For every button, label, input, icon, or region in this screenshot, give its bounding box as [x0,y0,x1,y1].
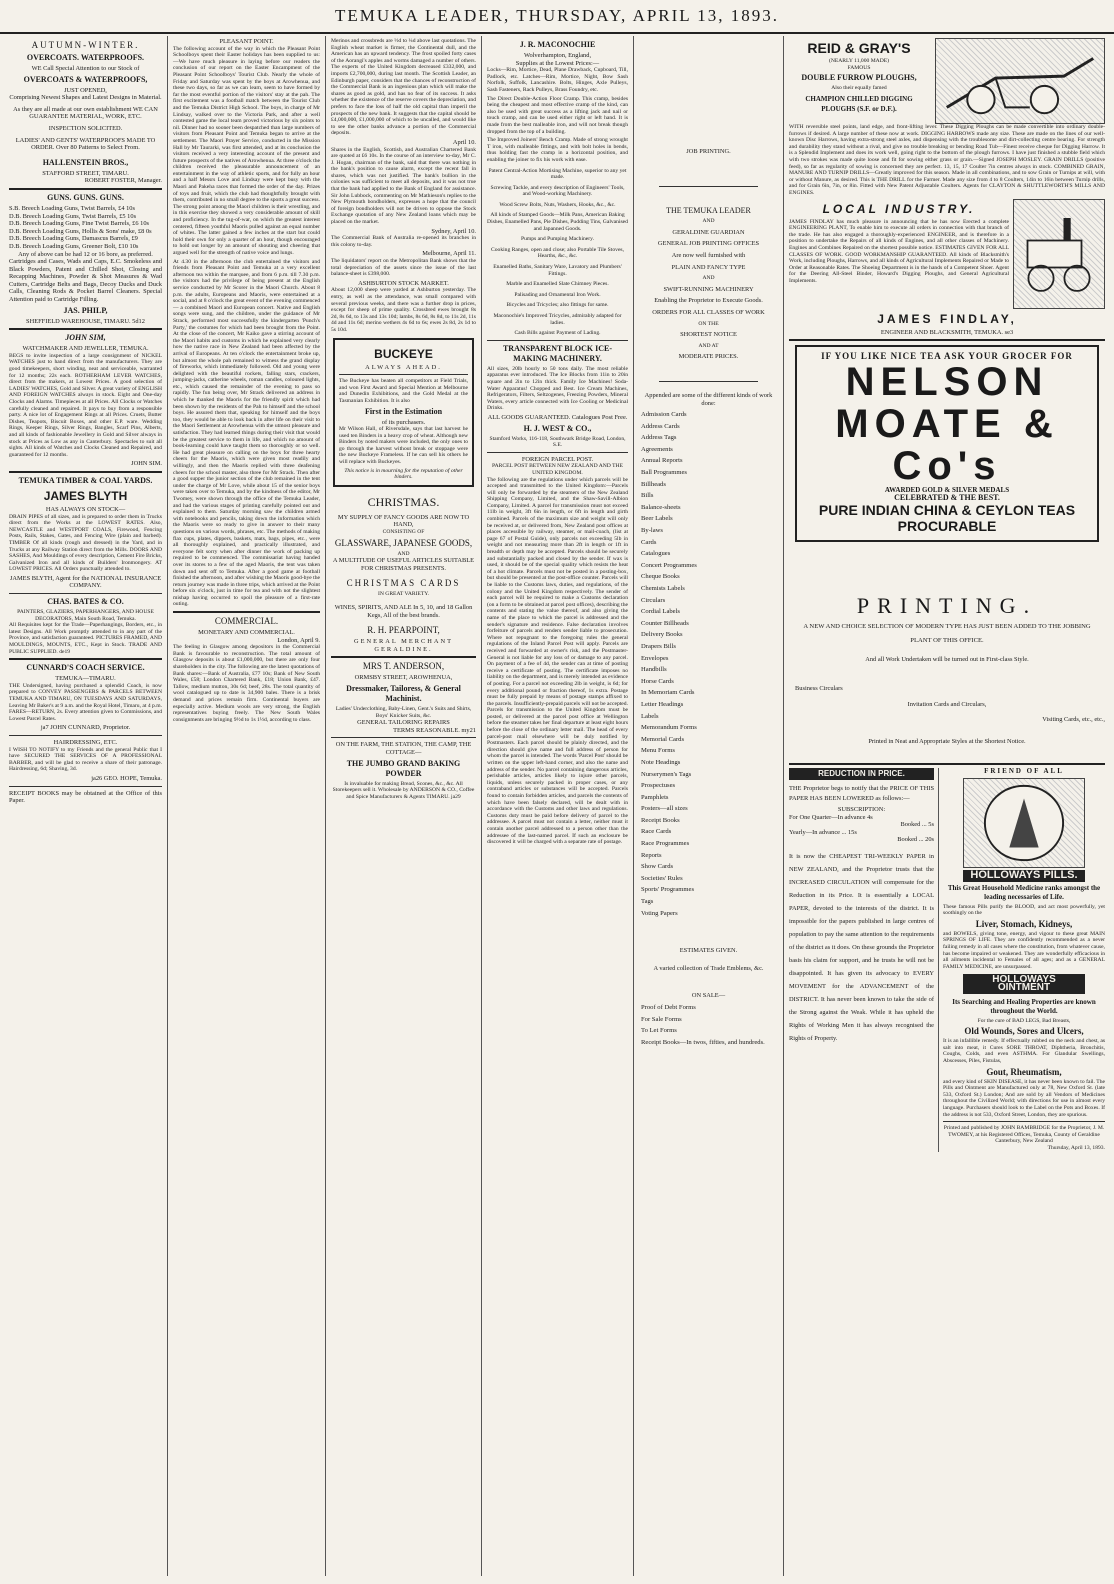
job-kind-item: Cards [641,538,657,546]
job-kind-item: Billheads [641,480,666,488]
holloway-emblem [963,778,1085,868]
plough-icon [936,39,1104,123]
receipt-note: RECEIPT BOOKS may be obtained at the Office of this Paper. [9,789,162,805]
job-kind-item: Note Headings [641,758,681,766]
overcoats-opened: JUST OPENED, [64,86,107,94]
sale-item: Receipt Books—In twos, fifties, and hundreds. [641,1038,765,1046]
printing-business: Business Circulars [795,685,843,693]
guns-list [9,205,162,251]
job-kind-item: Pamphlets [641,793,669,801]
job-kind-item: Voting Papers [641,909,678,917]
maconochie-item: Screwing Tackle, and every description of Engineers' Tools, and Wood-working Machinery. [490,184,625,198]
overcoats-inspection: INSPECTION SOLICITED. [48,124,123,132]
jumbo-lead: ON THE FARM, THE STATION, THE CAMP, THE COTTAGE— [335,741,472,756]
anderson-address: ORMSBY STREET, AROWHENUA, [354,674,453,682]
philp-address: SHEFFIELD WAREHOUSE, TIMARU. 5d12 [26,317,145,325]
buckeye-subheading: ALWAYS AHEAD. [365,363,442,371]
job-kind-item: Memorandum Forms [641,724,697,732]
nelson-name: NELSON [845,359,1049,404]
maconochie-item: Maconochie's Improved Tricycles, admirably adapted for ladies. [493,313,622,326]
buckeye-first: First in the Estimation [364,406,443,416]
job-kind-item: Societies' Rules [641,874,683,882]
christmas-supply: MY SUPPLY OF FANCY GOODS ARE NOW TO HAND, [337,513,470,529]
jumbo-heading: THE JUMBO GRAND BAKING POWDER [346,758,461,778]
pills-liver: Liver, Stomach, Kidneys, [975,918,1073,929]
job-kind-item: Receipt Books [641,816,680,824]
estimates-heading: ESTIMATES GIVEN. [679,947,738,955]
findlay-name: JAMES FINDLAY, [877,311,1017,326]
blyth-body: DRAIN PIPES of all sizes, and is prepared to order them in Trucks direct from the Works at the LOWEST RATES. Also, NEWCASTLE and WESTPORT COALS, Firewood, Fencing Posts, Rails, Stakes, Gates, and Fencing Wire (plain and barbed). TIMBER Of all kinds (rough and dressed) in the Yard, and in Trucks at any Railway Station direct from the Mills. DOORS AND SASHES, And Mouldings of every description, Cement Fire Bricks, Galvanized Iron and all kinds of Builders' Ironmongery. AT LOWEST PRICES. All Orders punctually attended to. [9,513,162,573]
ice-body: All sizes, 20lb hourly to 50 tons daily. The most reliable apparatus ever introduced. The Ice Blocks from 11in to 20in square and 2in to 12in thick. Family Ice Machines! Soda-Water Apparatus! Chopped and Best. Ice Cream Machines, Refrigerators, Filters, Seltzogenes, Freezing Powders, Mineral Waters, every article connected with Ice Cooling or Medicinal Drinks. [487,365,628,412]
reid-champion: CHAMPION CHILLED DIGGING PLOUGHS (S.F. or D.F.). [805,94,913,113]
friend-of-all: FRIEND OF ALL [984,767,1064,776]
job-kind-item: Circulars [641,596,666,604]
west-address: Stamford Works, 116-118, Southwark Bridge Road, London, S.E. [489,435,626,449]
gun-item: D.B. Breech Loading Guns, Twist Barrels, £5 10s [9,212,137,220]
maconochie-item: Cooking Ranges, open and close; also Portable Tile Stoves, Hearths, &c., &c. [491,246,624,260]
bates-name: CHAS. BATES & CO. [47,597,124,607]
job-kind-item: Handbills [641,666,667,674]
reduction-heading: REDUCTION IN PRICE. [789,768,934,780]
coach-sign: ja7 JOHN CUNNARD, Proprietor. [40,724,131,732]
column-3 [326,36,482,1576]
job-kind-item: Sports' Programmes [641,886,695,894]
subscription-row: Booked ... 20s [897,836,934,844]
overcoats-intro: WE Call Special Attention to our Stock of [31,65,140,72]
blyth-has: HAS ALWAYS ON STOCK— [45,505,126,513]
gun-item: D.B. Breech Loading Guns, Greener Bolt, £10 10s [9,242,139,250]
reid-ploughs: DOUBLE FURROW PLOUGHS, [801,73,917,83]
pleasant-point-body-1: The following account of the way in which the Pleasant Point Schoolboys spent their Easter holidays has been supplied to us:—We have much pleasure in laying before our readers the conclusion of our report on the Easter Encampment of the Pleasant Point Schoolboys' Tourist Club. Nearly the whole of Friday and Saturday was spent by the boys at Arowhenua, and these two days, so far as we can learn, seem to have formed by far the most eventful portion of the visitors' stay at the pah. The first excitement was a football match between the Tourist Club and the Temuka District High School. The boys, in charge of Mr Lindsay, walked over to the Victoria Park, and after a well contested game the local team proved victorious by six points to nil. Dinner had no sooner been despatched than large numbers of visitors from Pleasant Point and Temuka began to arrive at the settlement. The Maori Prayer Service, conducted in the Mission Hall by Mr Taurarki, was first attended, and at its conclusion the visitors received a very interesting account of the present and future prospects of the natives of Arowhenua. At three o'clock the children received the pleasurable announcement of an entertainment in the way of athletic sports, and for fully an hour and a half Messrs Love and Lindsay were kept busy with the Maori and Pakeha races that formed the order of the day. Prizes of toys and fruit, which the club had thoughtfully brought with them, contributed in no small degree to the sports a great success. The strong point among the Maori children is their wrestling, and in this exercise they showed a very considerable amount of skill and proficiency. In the tug-of-war, on which the greatest interest centered, fifteen youthful Maoris pulled against an equal number of whites. The latter gained a few inches at the start but could hold their own for only a quarter of an hour, though encouraged to hold out longer by an amount of shouting and cheering that argued well for the strength of native voice and lungs. [173,45,320,256]
sim-body: BEGS to invite inspection of a large consignment of NICKEL WATCHES just to hand direct from the manufacturers. They are good timekeepers, short winding, neat and serviceable, warranted for 12 months; 22s each. ROTHERHAM LEVER WATCHES, direct from the makers, at Lowest Prices. A good selection of LADIES' WATCHES, Gold and Silver. A great variety of ENGLISH AND FOREIGN WATCHES always in stock. Eight and One-day Clocks and Alarms. Timepieces at all Prices. All Clocks or Watches carefully cleaned and repaired. It pays to buy from a responsible party. A nice lot of Engagement Rings at all Prices. Cruets, Butter Dishes, Teapots, Biscuit Boxes, and other E.P. ware. Wedding Rings, Keeper Rings, Silver Rings, Bangles, Scarf Pins, Alberts, and all kinds of fashionable Jewellery in Gold and Silver always in stock at Prices as Low as any in Canterbury. Spectacles to suit all sights. All kinds of Watches and Clocks Cleaned and Repaired, and guaranteed for 12 months. [9,352,163,458]
anderson-repairs: GENERAL TAILORING REPAIRS [357,719,450,727]
sale-item: Proof of Debt Forms [641,1004,696,1011]
blyth-name: JAMES BLYTH [43,488,128,503]
findlay-trade: ENGINEER AND BLACKSMITH, TEMUKA. se3 [880,328,1014,336]
local-industry-heading: LOCAL INDUSTRY. [822,201,976,216]
maconochie-item: Marble and Enamelled Slate Chimney Pieces. [506,281,609,288]
emblems-text: A varied collection of Trade Emblems, &c. [653,964,764,972]
job-kind-item: Race Cards [641,828,672,836]
job-enabling: Enabling the Proprietor to Execute Goods. [654,297,763,305]
plough-illustration [935,38,1105,124]
job-kind-item: Annual Reports [641,457,683,465]
nelson-moate-ad [795,345,1099,542]
commercial-cont-1: Merinos and crossbreds are ½d to ¼d above last quotations. The English wheat market is firmer, the Continental dull, and the American has an upward tendency. The frost spoiled forty cases of the Aorangi's apples and worms damaged a number of others. The experts of the United Kingdom decreased £332,000, and imports £2,700,000, during last month. The Scottish Leader, an Edinburgh paper, considers that the chances of reconstruction of the Commercial Bank is an ingenious plan which will make the shares as good as gold, and has no fear of its success. It asks whether the existence of the reserve covers the depreciation, and prefers to face the loss of half the old capital than imperil the prospects of the new bank. It suggests that the capital should be £4,000,000, £1,000,000 of which to be uncalled, and would like to see the other banks advance a portion of the Commercial deposits. [331,38,476,137]
ashburton-heading: ASHBURTON STOCK MARKET. [358,279,449,287]
gun-item: D.B. Breech Loading Guns, Hollis & Sons' make, £8 0s [9,227,152,235]
job-and-at: AND AT [698,342,719,349]
timber-heading: TEMUKA TIMBER & COAL YARDS. [18,475,153,485]
masthead-title: TEMUKA LEADER, THURSDAY, APRIL 13, 1893. [334,6,780,25]
ointment-subheading: Its Searching and Healing Properties are known throughout the World. [952,997,1096,1015]
reid-sub: (NEARLY 11,000 MADE) [828,58,890,64]
job-kind-item: Catalogues [641,550,671,558]
christmas-multitude: A MULTITUDE OF USEFUL ARTICLES SUITABLE FOR CHRISTMAS PRESENTS. [332,557,475,572]
ointment-gout: Gout, Rheumatism, [986,1066,1062,1077]
anderson-terms: TERMS REASONABLE. my21 [393,726,476,734]
column-1 [4,36,168,1576]
ice-heading: TRANSPARENT BLOCK ICE-MAKING MACHINERY. [502,343,613,363]
reduction-ad [789,768,939,1151]
ointment-for: For the cure of BAD LEGS, Bad Breasts, [977,1017,1071,1024]
job-offices: GENERAL JOB PRINTING OFFICES [657,240,760,248]
job-kind-item: Cheque Books [641,573,680,581]
guns-order: Any of above can be had 12 or 16 bore, as preferred. [18,250,153,258]
commercial-date-3: Sydney, April 10. [431,227,476,235]
printing-all: And all Work Undertaken will be turned out in First-class Style. [865,655,1029,663]
maconochie-bench-cramp: The Improved Joiners' Bench Cramp. Made of strong wrought T iron, with malleable fittings, and with bolt holes in bends, thus holding fast the cramp in a horizontal position, and enabling the joiner to fix his work with ease. [487,137,628,163]
job-notice: SHORTEST NOTICE [680,331,737,339]
sim-trade: WATCHMAKER AND JEWELLER, TEMUKA. [22,345,149,353]
ointment-heading: HOLLOWAYS OINTMENT [963,974,1085,993]
anderson-name: MRS T. ANDERSON, [362,661,445,672]
reid-gray-ad [789,38,1105,124]
commercial-cont-3: The Commercial Bank of Australia re-opened its branches in this colony to-day. [331,235,476,248]
overcoats-heading: OVERCOATS. WATERPROOFS. [26,53,145,62]
christmas-cards: CHRISTMAS CARDS [346,578,461,589]
bates-trade: PAINTERS, GLAZIERS, PAPERHANGERS, AND HOUSE DECORATORS, Main South Road, Temuka. [17,609,154,622]
pleasant-point-heading: PLEASANT POINT. [219,38,274,45]
job-printing-heading: JOB PRINTING. [686,148,731,155]
masthead [0,0,1114,34]
philp-name: JAS. PHILP, [63,305,108,315]
maconochie-floor-cramp: The Direct Double-Action Floor Cramp. This cramp, besides being the cheapest and most effective cramp of the kind, can also be used with great success as a lifting jack and nail or touch cramp, and can be used either right or left hand. It is made from the best malleable iron, and will not break though dropped from the top of a building. [487,95,628,135]
overcoats-comprising: Comprising Newest Shapes and Latest Designs in Material. [9,94,162,102]
job-kinds-list [639,411,778,917]
job-kind-item: Show Cards [641,863,674,871]
sim-sign: JOHN SIM. [131,460,162,468]
bottom-ads [789,768,1105,1151]
pills-heading: HOLLOWAYS PILLS. [963,870,1085,882]
column-5 [634,36,784,1576]
hallenstein-manager: ROBERT FOSTER, Manager. [84,177,162,185]
maconochie-item: Wood Screw Bolts, Nuts, Washers, Hooks, &c., &c. [499,201,616,208]
job-kind-item: Reports [641,851,662,859]
commercial-heading: COMMERCIAL. [214,616,279,627]
imprint-date: Thursday, April 13, 1893. [1047,1144,1105,1151]
reid-body: WITH reversible steel points, land edge, and front-lifting lever. These Digging Ploughs can be made convertible into ordinary double-furrows if desired. A large number of these now at work. DIGGING HARROWS made any size. These are made on the lines of our well-known Disc Harrows, having extra-strong steel axles, and dispensing with the troublesome and dirt-collecting centre bearing. For strength and durability they stand without a rival, and give no trouble breaking or bending Road Tub—Finest receive cheque for Digging Harrow. It is a Splendid Implement and does its work well, going right to the bottom of the plough furrows. I have just finished a stubble field which with two strokes was made quite loose and fit for sowing either grass or grain.—Signed JOSEPH MOSLEY. GRAIN DRILLS (positive feed), so far as regularity of sowing is concerned they are perfect. 13, 15, 17 Coulter 7in centres always in stock. COMBINED GRAIN, MANURE AND TURNIP DRILLS—Greatly improved for this season. Made in all combinations, and to sow Grain or Turnips at will, with or without Manure, as desired. This is THE DRILL for the Farmer. Made any size from 4 to 8 Coulters, 14in to 16in between Turnip drills, and for Grain 6in, 7in, or 8in. Fitted with New Patent Adjustable Coulters. Agents for CLAYTON & SHUTTLEWORTH'S MILLS AND ENGINES. [789,124,1105,196]
imprint: Printed and published by JOHN BAMBRIDGE for the Proprietor, J. M. TWOMEY, at his Registered Offices, Temuka, County of Geraldine Canterbury, New Zealand [943,1125,1105,1145]
coach-body: THE Undersigned, having purchased a splendid Coach, is now prepared to CONVEY PASSENGERS & PARCELS BETWEEN TEMUKA AND TIMARU, ON TUESDAYS AND SATURDAYS, Leaving Mr Baker's at 9 a.m. and the Royal Hotel, Timaru, at 4 p.m. FARES—RETURN, 2s. Every attention given to Commissions, and Lowest Parcel Rates. [9,682,162,722]
gun-item: D.B. Breech Loading Guns, Fine Twist Barrels, £6 10s [9,220,150,228]
buckeye-ad [333,338,474,487]
commercial-body: The feeling in Glasgow among depositors in the Commercial Bank is favourable to reconstruction. The total amount of Glasgow deposits is about £1,000,000, but there are only four shareholders in the city. The following are the latest quotations of Bank shares:—Bank of Australia, £77 10s; Bank of New South Wales, £58; London Chartered Bank, £18; Union Bank, £47. Tallow, medium mutton, 30s 6d; beef, 28s. The total quantity of wool catalogued up to date is 34,900 bales. There is a brisk demand and prices remain firm. Continental buyers are especially active. Medium wools are very strong, the English representatives buying freely. The New South Wales consignments are bringing 9½d to 1s 1½d, according to class. [173,644,320,723]
sale-item: To Let Forms [641,1027,677,1035]
printing-visiting: Visiting Cards, etc., etc., [1042,716,1105,724]
job-kind-item: Letter Headings [641,700,684,708]
pills-body: These famous Pills purify the BLOOD, and act most powerfully, yet soothingly on the [943,903,1105,917]
job-kind-item: Cordial Labels [641,608,681,616]
pearpoint-name: R. H. PEARPOINT, [367,625,440,636]
buckeye-heading: BUCKEYE [374,346,433,361]
printing-neat: Printed in Neat and Appropriate Styles at the Shortest Notice. [868,737,1026,745]
coach-heading: CUNNARD'S COACH SERVICE. [26,663,145,673]
nelson-procurable: PROCURABLE [897,517,997,534]
job-kind-item: Concert Programmes [641,561,697,569]
job-kind-item: Prospectuses [641,782,676,790]
nelson-pure: PURE INDIAN CHINA & CEYLON TEAS [818,501,1076,518]
guardian-name: GERALDINE GUARDIAN [672,228,745,236]
season-heading: AUTUMN-WINTER. [31,40,140,50]
job-kind-item: Drapers Bills [641,642,676,650]
job-kind-item: Ball Programmes [641,469,687,477]
job-orders: ORDERS FOR ALL CLASSES OF WORK [652,308,765,316]
job-prices: MODERATE PRICES. [678,353,739,361]
reduction-body: THE Proprietor begs to notify that the PRICE OF THIS PAPER HAS BEEN LOWERED as follows:— [789,785,934,803]
maconochie-item: Cash Bills against Payment of Lading. [514,330,601,337]
subscription-row: Booked ... 5s [900,821,934,829]
job-kind-item: Admission Cards [641,411,687,419]
reid-name: REID & GRAY'S [807,40,911,56]
maconochie-firm: J. R. MACONOCHIE [519,40,596,49]
anderson-body: Ladies' Underclothing, Baby-Linen, Gent.'s Suits and Shirts, Boys' Knicker Suits, &c. [335,705,472,719]
leader-name: THE TEMUKA LEADER [666,205,751,215]
maconochie-item: Patent Central-Action Mortising Machine, superior to any yet made. [488,167,627,181]
engine-illustration [1013,199,1105,309]
printing-invitation: Invitation Cards and Circulars, [907,700,987,708]
subscription-row: Yearly—In advance ... 15s [789,828,857,836]
buckeye-note: This notice is in mourning for the reputation of other binders. [344,467,463,481]
commercial-cont-4: The liquidators' report on the Metropolitan Bank shows that the total depreciation of the assets since the issue of the last balance-sheet is £398,000. [331,258,476,278]
hair-body: I WISH TO NOTIFY to my Friends and the general Public that I have SECURED THE SERVICES OF A PROFESSIONAL BARBER, and will be glad to receive a share of their patronage. Hairdressing, 6d; Shaving, 3d. [9,746,162,773]
job-kind-item: Memorial Cards [641,735,685,743]
hair-sign: ja26 GEO. HOPE, Temuka. [91,774,162,782]
jumbo-body: Is invaluable for making Bread, Scones, &c., &c. All Storekeepers sell it. Wholesale by ANDERSON & CO., Coffee and Spice Manufacturers & Agents TIMARU. ja29 [332,780,475,800]
subscription-row: For One Quarter—In advance 4s [789,813,873,821]
nelson-top: IF YOU LIKE NICE TEA ASK YOUR GROCER FOR [821,351,1073,362]
nelson-celebrated: CELEBRATED & THE BEST. [894,493,1000,503]
job-appended: Appended are some of the different kinds of work done: [644,391,773,407]
printing-heading: PRINTING. [856,592,1038,618]
hallenstein-street: STAFFORD STREET, TIMARU. [42,169,129,177]
job-kind-item: Beer Labels [641,515,673,523]
bates-body: All Requisites kept for the Trade—Paperhangings, Borders, etc., in latest Designs. All Work promptly attended to in any part of the Province, and satisfaction guaranteed. PICTURES FRAMED, AND MOULDINGS, MOUNTS, ETC., Kept in Stock. TRADE AND PUBLIC SUPPLIED. de19 [9,622,162,655]
gun-item: D.B. Breech Loading Guns, Damascus Barrels, £9 [9,235,138,243]
blyth-agent: JAMES BLYTH, Agent for the NATIONAL INSURANCE COMPANY. [9,574,162,590]
buckeye-body-2: Mr Wilson Hall, of Riversdale, says that last harvest he used ten Binders in a heavy crop of wheat. Although new Binders by noted makers were included, the only ones to go through the harvest without break or stoppage were the new Buckeye Frameless. If he can sell his others he will replace with Buckeyes. [339,426,468,466]
subscription-heading: SUBSCRIPTION: [837,806,886,814]
job-kind-item: Menu Forms [641,747,675,755]
christmas-variety: IN GREAT VARIETY. [377,591,430,598]
job-on: ON THE [698,320,719,327]
commercial-date-4: Melbourne, April 11. [422,250,476,258]
ointment-body-2: and every kind of SKIN DISEASE, it has never been known to fail. The Pills and Ointment are Manufactured only at 78, New Oxford St. (late 533, Oxford St.) London; And are sold by all Vendors of Medicines throughout the Civilized World; with directions for use in almost every language. Purchasers should look to the Label on the Pots and Boxes. If the address is not 533, Oxford Street, London, they are spurious. [943,1078,1105,1118]
job-kind-item: Chemists Labels [641,585,685,592]
christmas-and: AND [397,550,410,557]
pills-subheading: This Great Household Medicine ranks amongst the leading necessaries of Life. [947,883,1101,901]
job-kind-item: Race Programmes [641,840,690,848]
christmas-wines: WINES, SPIRITS, AND ALE In 5, 10, and 18 Gallon Kegs, All of the best brands. [334,604,473,619]
job-kind-item: Tags [641,898,654,906]
hair-heading: HAIRDRESSING, ETC. [53,738,118,746]
job-kind-item: Posters—all sizes [641,805,688,813]
job-kind-item: Address Cards [641,422,680,430]
job-kind-item: Counter Billheads [641,619,689,627]
on-sale-list [639,1004,778,1046]
job-kind-item: Labels [641,712,659,720]
maconochie-item: All kinds of Stamped Goods—Milk Pans, American Baking Dishes, Enamelled Pans, Pie Dishes, Pudding Tins, Galvanised and Japanned Goods. [487,212,628,232]
job-furnished: Are now well furnished with [671,251,746,259]
reid-famous: FAMOUS [847,64,871,71]
parcel-post-body: The following are the regulations under which parcels will be accepted and transmitted to the United Kingdom:—Parcels will only be forwarded by the steamers of the New Zealand Shipping Company, Limited, and the Shaw-Savill-Albion Company, Limited. A parcel for transmission must not exceed 11lb in weight, 3ft 6in in length, or 6ft in length and girth combined. Parcels of the maximum size and weight will only be received at, or delivered from, New Zealand post offices at places accessible by railway, steamer, or mail-coach, (list at page 67 of Postal Guide), only parcels not exceeding 5lb in weight and not measuring more than 2ft in length or 1ft in breadth or depth may be accepted. Parcels should be securely and substantially packed and closed by the sender. If wax is used, it should be of the special quality which resists the heat of a hot climate. Parcels must not be posted in a posting-box, but should be presented at the post-office counter. Parcels will be liable to the Customs laws, duties, and regulations, of the colony and the United Kingdom respectively. The sender of each parcel will be required to make a Customs declaration (on a form to be obtained at parcel post offices), describing the contents and stating the value thereof, and also giving the name of the place to which the parcel is addressed and the sender's signature and residence. False declaration involves forfeiture of parcels and renders sender liable to prosecution. Where not repugnant to the foregoing rules the general regulations of the Inland Parcel Post will apply. Parcels are received and forwarded at owner's risk, and the Postmaster-General is not liable for any loss of or damage to any parcel. On payment of a fee of 4d, the sender can at time of posting receive a certificate of posting. The certificate imposes no liability on the department, and is merely intended as evidence of posting. For a parcel not exceeding 2lb in weight, is 6d; for every additional pound or fraction thereof, 1s extra. Postage must be fully prepaid by means of postage stamps affixed to the parcels. Insufficiently-prepaid parcels will not be accepted. Parcels for transmission to the United Kingdom must be posted, or delivered at the parcel post office at Wellington before the steamer takes her final departure at least eight hours before the close of the ordinary letter mail. The head of every parcel-post mail elsewhere will be duly notified by Postmasters. Each parcel should be plainly directed, and the direction should give name and full address of person for whom the parcel is intended. The words 'Parcel Post' should be written on the upper left-hand corner, and also the name and address of the sender. No parcel containing dangerous articles, perishable articles, articles likely to injure other parcels, liquids, unless securely packed in proper cases, or any contraband articles or substances will be accepted. Parcels found to contain forbidden articles, and parcels the contents of which have been falsely declared, will be dealt with in accordance with the Customs and other laws and regulations. Customs duty must be paid before delivery of parcel to the addressee. A parcel must not contain a letter, neither must it contain another parcel addressed to a person other than the addressee of the last-named parcel. If such an enclosure be discovered it will be charged with a separate rate of postage. [487,476,628,846]
reid-equally: Also their equally famed [831,85,887,92]
maconochie-item: Palisading and Ornamental Iron Work. [514,291,601,298]
commercial-date: London, April 9. [277,636,320,644]
pleasant-point-body-2: At 4.30 in the afternoon the club entertained the visitors and friends from Pleasant Point and Temuka at a very excellent afternoon tea within the marquee, and from 6 p.m. till 7.30 p.m. the visitors had the privilege of being present at the English service conducted by Mr Scorer in the Maori Church. About 8 p.m. the adults, Europeans and Maoris, were entertained at a social, and at 8 o'clock the great event of the evening commenced — a combined Maori and European concert. Native and English songs were sung, and the children, under the guidance of Mr Strack, performed most successfully the kindergarten 'Punch's Party,' the costumes for which had been brought from the Point. At the close of the concert, Mr Kaiko gave a stirring account of the Maori habits and customs in which he explained very clearly how the native race in New Zealand had been affected by the arrival of Europeans. At ten o'clock the entertainment broke up, but almost the whole pah remained to witness the grand display of fireworks, which immediately followed. Old and young were delighted with the beautiful rockets, falling stars, crackers, jumping-jacks, catherine wheels, roman candles, coloured lights, etc., which caused the remainder of the evening to pass so rapidly. The fun being over, Mr Strack delivered an address in which he thanked the Maoris for the friendly spirit which had been shown by the residents of the Pah to himself and the school boys. He assured them that, speaking for himself and the boys too, they would be able to look back in after life on their visit to the Maori Settlement at Arowhenua with the utmost pleasure and satisfaction. They had learned things during their visit that would be the greatest service to them in life, and which no amount of book-learning could have taught them so thoroughly or so well. He had great pleasure on calling on the boys for three hearty cheers for the Maoris, which were given most readily and willingly, and then the Maoris replied with three deafening cheers for the school master, also three for Mr Strack. Then after a good supper the junior section of the club remained in the tent under the charge of Mr Love, while about 15 of the senior boys were taken over to Temuka, and by the kindness of the editor, Mr Twomey, were shown through the office of the Temuka Leader, and had the various stages of printing carefully pointed out and explained to them. Saturday morning saw the children armed with notebooks and pencils, taking down the information which the Maoris were so ready to give in answer to their many questions on various words, phrases, etc. The methods of making flax cups, plates, dippers, baskets, mats, bags, pipes, etc., were all thoroughly explained, and practically illustrated, and everyone felt sorry when after dinner the work of packing up required to be commenced. The commissariat having handed over its stores to a few of the aged Maoris, the tent was taken down and sent off to Temuka. After a good game at football finished the afternoon, and after wishing the Maoris good-bye the return journey was made in three trips, which arrived at the Point before six o'clock, just in time for tea and with not the slightest mishap having occurred to spoil the pleasure of a first-rate outing. [173,258,321,608]
column-4 [482,36,634,1576]
column-2 [168,36,326,1576]
reduction-body-2: It is now the CHEAPEST TRI-WEEKLY PAPER in NEW ZEALAND, and the Proprietor trusts that the INCREASED CIRCULATION will compensate for the Reduction in its Price. It is essentially a LOCAL PAPER, devoted to the interests of the district. It is impossible for the papers published in large centres of population to pay the same attention to the requirements of the district as it does. On these grounds the Proprietor basis his claim for support, and he trusts he will not be disappointed. It has given its advocacy to EVERY MOVEMENT for the ADVANCEMENT of the DISTRICT. It has never been known to take the side of the Strong against the Weak. While it has upheld the Rights of Working Men it has always recognised the Rights of Property. [789,853,934,1043]
findlay-ad [789,199,1105,309]
commercial-date-2: April 10. [452,138,476,146]
findlay-body: JAMES FINDLAY has much pleasure in announcing that he has now Erected a complete ENGINEERING PLANT, To enable him to execute all orders in connection with that branch of the trade. He has also engaged a thoroughly-experienced ENGINEER, and is therefore in a position to undertake the Repairs of all kinds of Engines, and all other classes of Machinery. Engines and Combines Repaired on the shortest possible notice. ESTIMATES GIVEN FOR ALL CLASSES OF WORK. GOOD WORKMANSHIP GUARANTEED. All kinds of Blacksmith's Work, including Ploughs, Harrows, and all kinds of Agricultural Implements Repaired or Made to Order at Reasonable Rates. The Shoeing Department is in the hands of a Competent Shoer. Agent for the Deering All-Steel Binder, Howard's Digging Ploughs, and General Agricultural Implements. [789,218,1009,284]
maconochie-item: Bicycles and Tricycles; also fittings for same. [506,302,609,309]
job-kind-item: In Memoriam Cards [641,689,695,697]
job-kind-item: Delivery Books [641,631,683,639]
emblem-icon [964,779,1084,867]
job-kind-item: Bills [641,492,654,500]
ashburton-body: About 12,000 sheep were yarded at Ashburton yesterday. The entry, as well as the attendance, was small compared with several previous weeks, and there was a further drop in prices, except for sheep of prime quality. Crossbred ewes brought 8s 2d, 8s 6d, to 13s and 13s 10d; lambs, 8s 6d, 8s 8d, to 11s 2d, 11s 4d and 11s 6d; merino wethers 4s 6d to 6s; ewes 2s 8d, 2s 1d to 5s 10d. [331,287,476,333]
gun-item: S.B. Breech Loading Guns, Twist Barrels, £4 10s [9,204,135,212]
parcel-post-subheading: PARCEL POST BETWEEN NEW ZEALAND AND THE UNITED KINGDOM. [491,463,624,476]
printing-new: A NEW AND CHOICE SELECTION OF MODERN TYPE HAS JUST BEEN ADDED TO THE JOBBING PLANT OF THIS OFFICE. [803,622,1091,644]
ice-goods: ALL GOODS GUARANTEED. Catalogues Post Free. [487,413,628,421]
sale-item: For Sale Forms [641,1015,682,1023]
job-type: PLAIN AND FANCY TYPE [671,263,746,271]
commercial-cont-2: Shares in the English, Scottish, and Australian Chartered Bank are quoted at £6 10s. In the course of an interview to-day, Mr C. J. Hogan, chairman of the bank, said that there was nothing in the bank's position to cause alarm, except the recent fall in shares, which was not justified. The bank's bullion in the colonies was sufficient to meet all deposits, and it was not true that the bank had applied to the Bank of England for assistance. Sir John Lubbock, commenting on Mr Mathieson's replies to the New Plymouth bondholders, expresses a hope that the council of foreign bondholders will not be driven to oppose the Stock Exchange quotation of any New Zealand loans which may be placed on the market. [331,146,476,226]
leader-and-1: AND [702,218,715,225]
ointment-body: It is an infallible remedy. If effectually rubbed on the neck and chest, as salt into meat, it Cures SORE THROAT, Diphtheria, Bronchitis, Coughs, Colds, and even ASTHMA. For Glandular Swellings, Abscesses, Piles, Fistulas, [943,1038,1105,1064]
job-swift: SWIFT-RUNNING MACHINERY [663,285,754,293]
christmas-consisting: CONSISTING OF [382,529,425,536]
christmas-goods: GLASSWARE, JAPANESE GOODS, [334,537,473,548]
parcel-post-heading: FOREIGN PARCEL POST. [521,455,594,463]
job-kind-item: Address Tags [641,434,677,442]
nelson-awarded: AWARDED GOLD & SILVER MEDALS [884,485,1010,494]
job-and-2: AND [702,275,715,282]
pills-body-2: and BOWELS, giving tone, energy, and vigour to these great MAIN SPRINGS OF LIFE. They are confidently recommended as a never failing remedy in all cases where the constitution, from whatever cause, has become impaired or weakened. They are wonderfully efficacious in all ailments incidental to Females of all ages; and as a GENERAL FAMILY MEDICINE, are unsurpassed. [943,930,1105,970]
guns-more: Cartridges and Cases, Wads and Caps, E.C. Smokeless and Black Powders, Patent and Chilled Shot, Closing and Recapping Machines, Powder & Shot Measures & Wad Cutters, Cartridge Belts and Bags, Decoy Ducks and Duck Calls, Cleaning Rods & Pocket Barrel Cleaners. Special Attention paid to Cartridge Filling. [9,258,162,304]
job-kind-item: Agreements [641,445,673,453]
buckeye-of: of its purchasers. [381,418,426,426]
job-kind-item: Envelopes [641,654,669,662]
maconochie-list-2 [487,168,628,337]
on-sale-heading: ON SALE— [691,992,726,1000]
commercial-subheading: MONETARY AND COMMERCIAL. [198,629,295,637]
hallenstein-firm: HALLENSTEIN BROS., [42,157,129,167]
job-kind-item: By-laws [641,527,663,535]
overcoats-made: As they are all made at our own establishment WE CAN GUARANTEE MATERIAL, WORK, ETC. [13,105,158,121]
holloway-ad [943,768,1105,1151]
subscription-rows [789,814,934,844]
west-name: H. J. WEST & CO., [523,423,592,433]
christmas-heading: CHRISTMAS. [367,494,440,509]
coach-place: TEMUKA—TIMARU. [55,675,116,683]
pearpoint-trade: GENERAL MERCHANT GERALDINE. [353,638,454,653]
overcoats-ladies: LADIES' AND GENTS' WATERPROOFS MADE TO ORDER. Over 80 Patterns to Select From. [15,136,156,152]
anderson-trade: Dressmaker, Tailoress, & General Machinist. [346,683,461,703]
buckeye-body: The Buckeye has beaten all competitors at Field Trials, and won First Award and Special Mention at Melbourne and Dunedin Exhibitions, and the Gold Medal at the Tasmanian Exhibition. It is also [339,378,468,404]
sim-name: JOHN SIM, [65,333,106,343]
maconochie-address: Wolverhampton, England, [523,52,592,59]
maconochie-list-1: Locks—Rim, Mortice, Dead, Plane Drawback, Cupboard, Till, Padlock, etc. Latches—Rim, Mortice, Night, Bow Sash Norfolk, Suffolk, Lancashire. Bolts, Hinges, Axle Pulleys, Sash Fasteners, Rack Pulleys, Brass Foundry, etc. [487,67,628,93]
job-kind-item: Balance-sheets [641,503,681,511]
job-kind-item: Nurserymen's Tags [641,770,692,778]
guns-heading: GUNS. GUNS. GUNS. [47,192,124,202]
maconochie-item: Enamelled Baths, Sanitary Ware, Lavatory and Plumbers' Fittings. [493,264,622,277]
maconochie-supplies: Supplies at the Lowest Prices:— [515,59,600,67]
column-6 [784,36,1110,1576]
maconochie-item: Pumps and Pumping Machinery. [521,236,594,243]
engine-icon [1014,200,1104,308]
ointment-old: Old Wounds, Sores and Ulcers, [964,1026,1084,1037]
overcoats-stock: OVERCOATS & WATERPROOFS, [23,74,148,84]
job-kind-item: Horse Cards [641,677,674,685]
moate-name: MOATE & Co's [835,401,1059,488]
